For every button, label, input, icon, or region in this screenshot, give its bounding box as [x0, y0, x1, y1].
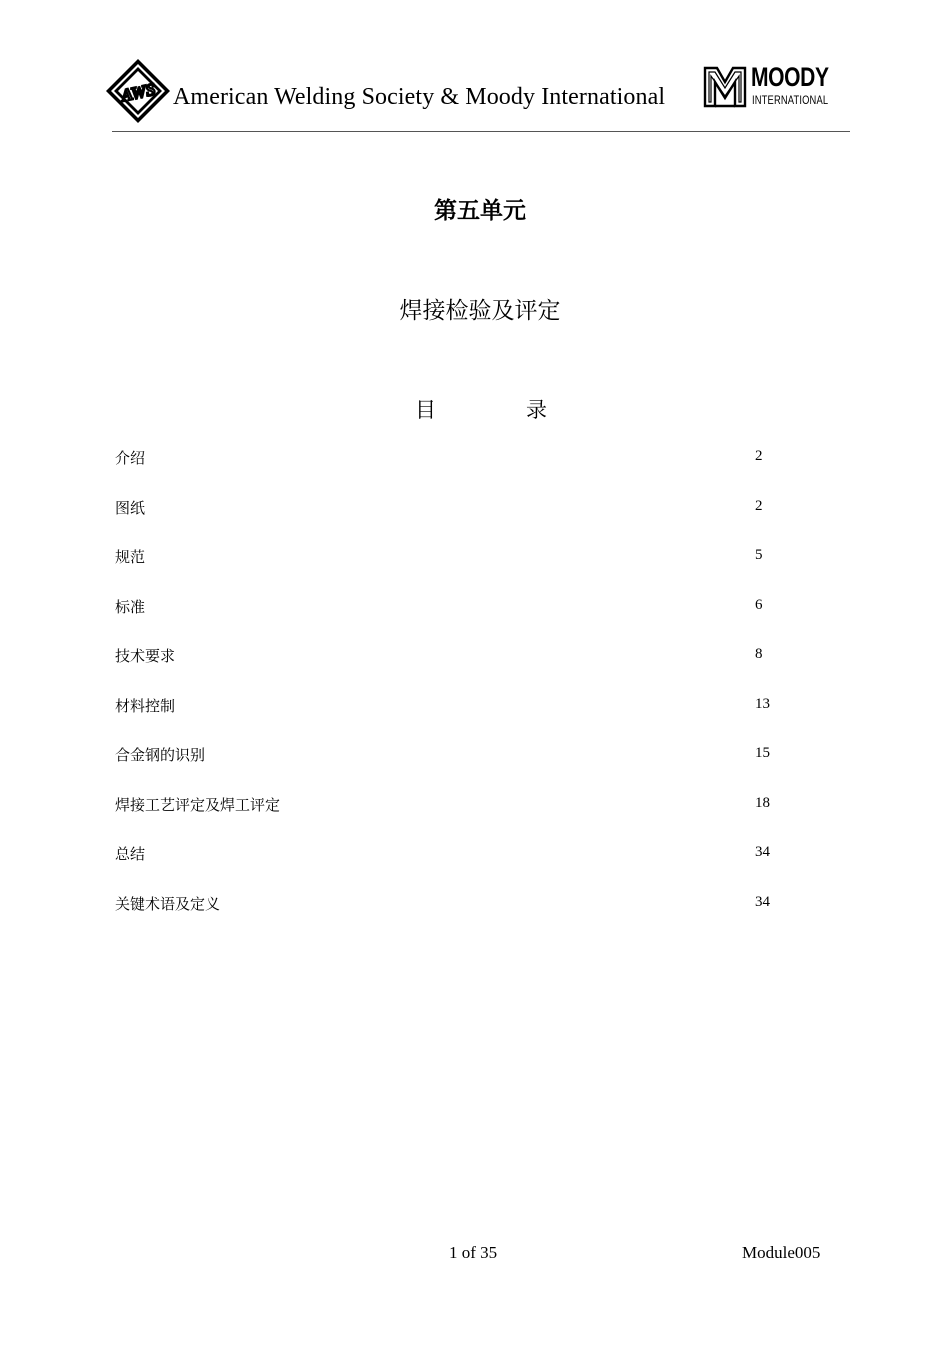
header-title: American Welding Society & Moody International — [173, 84, 666, 110]
toc-entry[interactable] — [115, 691, 795, 741]
toc-entry-page: 8 — [755, 646, 763, 662]
toc-heading-left: 目 — [415, 398, 436, 422]
toc-entry-label: 技术要求 — [115, 647, 176, 665]
svg-text:AWS: AWS — [119, 79, 158, 106]
module-title: 焊接检验及评定 — [399, 298, 561, 324]
moody-logo-subtitle: INTERNATIONAL — [752, 93, 829, 107]
toc-entry-label: 关键术语及定义 — [115, 894, 221, 913]
toc-entry-label: 规范 — [115, 548, 146, 566]
toc-entry[interactable] — [115, 542, 795, 592]
unit-title: 第五单元 — [434, 197, 526, 224]
toc-entry[interactable] — [115, 839, 795, 889]
toc-entry-label: 总结 — [115, 845, 146, 863]
page-header — [105, 58, 850, 132]
header-divider — [112, 131, 850, 132]
toc-entry-label: 材料控制 — [115, 696, 176, 715]
toc-heading — [0, 394, 950, 424]
footer-page-indicator: 1 of 35 — [449, 1243, 498, 1262]
toc-entry-page: 34 — [755, 844, 770, 860]
toc-entry-page: 18 — [755, 794, 770, 811]
toc-entry[interactable] — [115, 889, 795, 939]
toc-entry-label: 焊接工艺评定及焊工评定 — [115, 795, 281, 814]
toc-entry[interactable] — [115, 443, 795, 493]
footer-module-code: Module005 — [742, 1243, 821, 1262]
toc-entry[interactable] — [115, 493, 795, 543]
moody-m-icon — [703, 66, 747, 108]
toc-heading-right: 录 — [526, 398, 547, 422]
toc-entry-page: 6 — [755, 596, 763, 613]
toc-entry-page: 15 — [755, 745, 770, 761]
moody-logo-word: MOODY — [751, 62, 829, 92]
toc-entry-page: 34 — [755, 893, 770, 910]
toc-entry[interactable] — [115, 740, 795, 790]
toc-entry-page: 5 — [755, 547, 763, 563]
toc-entry[interactable] — [115, 641, 795, 691]
toc-entry-label: 标准 — [115, 597, 146, 616]
toc-entry[interactable] — [115, 790, 795, 840]
aws-logo — [105, 58, 171, 124]
moody-international-logo — [703, 62, 833, 110]
toc-entry-label: 合金钢的识别 — [115, 746, 206, 764]
toc-entry-page: 2 — [755, 448, 763, 464]
toc-entry-label: 图纸 — [115, 498, 146, 517]
toc-entry-label: 介绍 — [115, 449, 146, 467]
toc-entry-page: 2 — [755, 497, 763, 514]
toc-entry[interactable] — [115, 592, 795, 642]
toc-entry-page: 13 — [755, 695, 770, 712]
table-of-contents — [115, 443, 795, 938]
